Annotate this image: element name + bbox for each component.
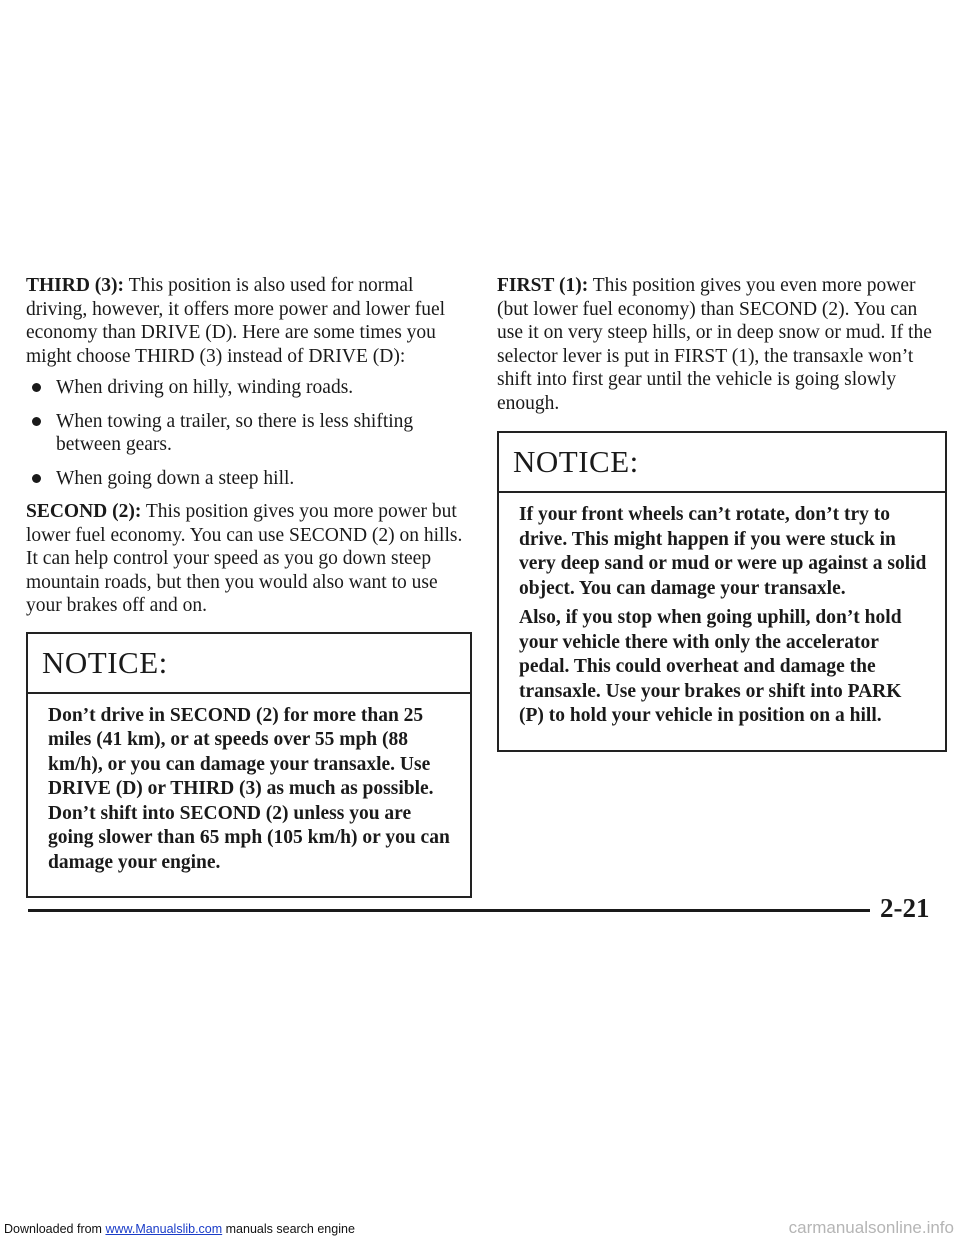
download-footer: Downloaded from www.Manualslib.com manuals search engine [4,1222,355,1236]
watermark: carmanualsonline.info [788,1218,954,1237]
list-item: When going down a steep hill. [26,467,472,491]
notice-box-right [497,431,947,752]
second-text: This position gives you more power but lower fuel economy. You can use SECOND (2) on hills. It can help control your speed as you go down steep mountain roads, but then you would also want to use your brakes off and on. [26,501,463,616]
third-label: THIRD (3): [26,275,125,296]
third-paragraph [26,274,472,368]
notice-text: Don’t drive in SECOND (2) for more than 25 miles (41 km), or at speeds over 55 mph (88 km/h), or you can damage your transaxle. Use DRIVE (D) or THIRD (3) as much as possible. Don’t shift into SECOND (2) unless you are going slower than 65 mph (105 km/h) or you can damage your engine. [48,704,450,873]
notice-text-2: Also, if you stop when going uphill, don’t hold your vehicle there with only the accelerator pedal. This could overheat and damage the transaxle. Use your brakes or shift into PARK (P) to hold your vehicle in position on a hill. [519,607,902,726]
bullet-list [26,376,472,490]
second-label: SECOND (2): [26,501,142,522]
bullet-icon [32,474,41,483]
notice-body [499,493,945,750]
third-text: This position is also used for normal driving, however, it offers more power and lower fuel economy than DRIVE (D). Here are some times you might choose THIRD (3) instead of DRIVE (D): [26,275,446,367]
first-text: This position gives you even more power (but lower fuel economy) than SECOND (2). You can use it on very steep hills, or in deep snow or mud. If the selector lever is put in FIRST (1), the transaxle won’t shift into first gear until the vehicle is going slowly enough. [497,275,932,414]
second-paragraph [26,500,472,618]
list-item: When driving on hilly, winding roads. [26,376,472,400]
manualslib-link[interactable]: www.Manualslib.com [105,1222,223,1236]
notice-title: NOTICE: [28,634,470,694]
left-column [26,274,472,898]
bullet-icon [32,383,41,392]
list-item: When towing a trailer, so there is less shifting between gears. [26,410,472,457]
notice-body [28,694,470,897]
notice-title: NOTICE: [499,433,945,493]
first-label: FIRST (1): [497,275,589,296]
page-number: 2-21 [880,893,930,923]
notice-box-left [26,632,472,899]
notice-text-1: If your front wheels can’t rotate, don’t try to drive. This might happen if you were stuck in very deep sand or mud or were up against a solid object. You can damage your transaxle. [519,504,927,599]
bullet-icon [32,417,41,426]
first-paragraph [497,274,947,415]
right-column [497,274,947,752]
footer-rule [28,909,870,912]
